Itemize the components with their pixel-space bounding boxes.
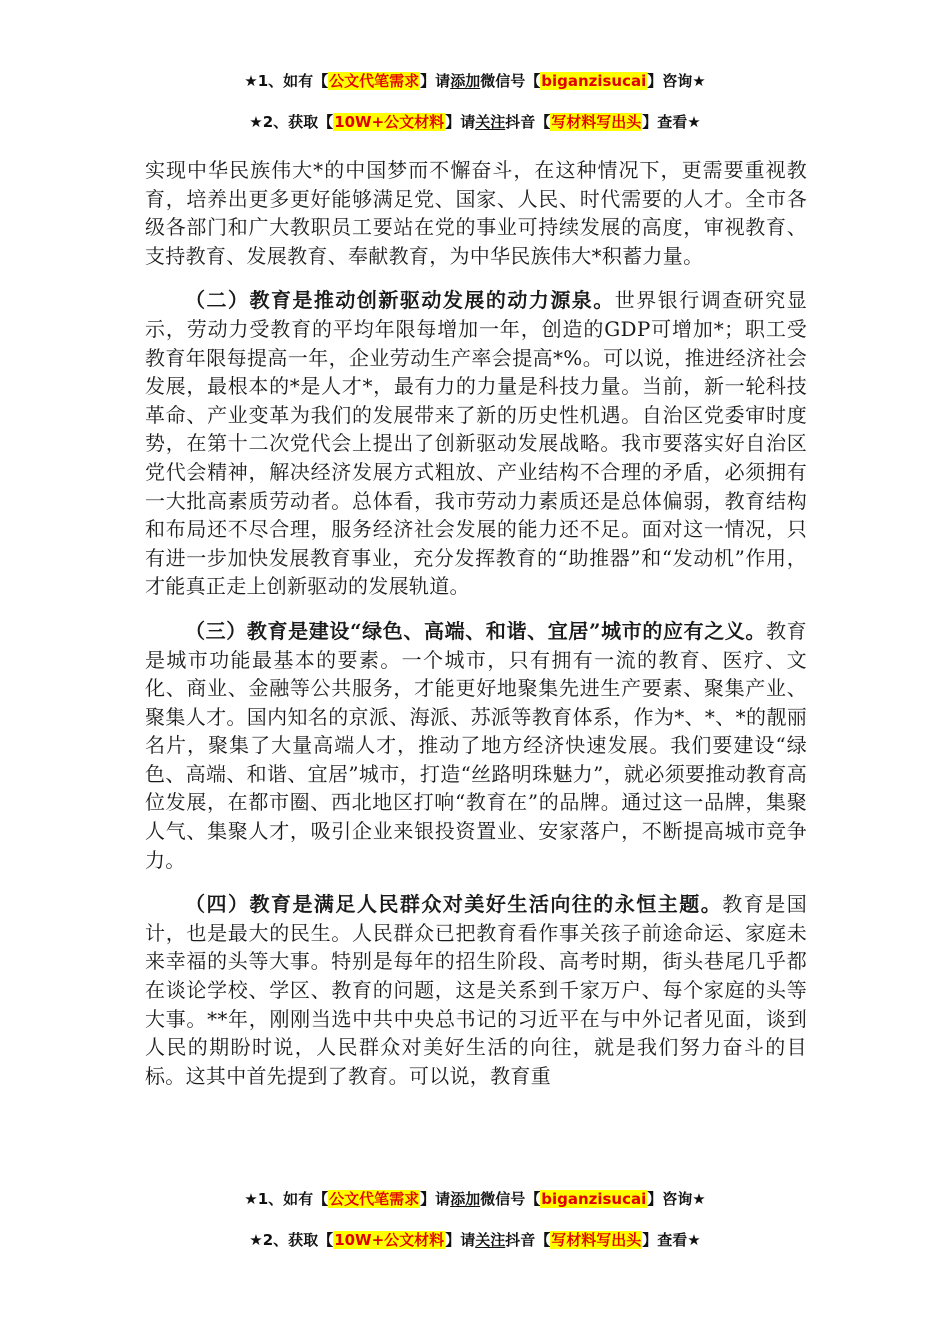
banner-highlight: 写材料写出头 — [551, 1231, 642, 1249]
paragraph-text: 教育是国计，也是最大的民生。人民群众已把教育看作事关孩子前途命运、家庭未来幸福的头等大事。特别是每年的招生阶段、高考时期，街头巷尾几乎都在谈论学校、学区、教育的问题，这是关系到千家万户、每个家庭的头等大事。**年，刚刚当选中共中央总书记的习近平在与中外记者见面，谈到人民的期盼时说，人民群众对美好生活的向往，就是我们努力奋斗的目标。这其中首先提到了教育。可以说，教育重 — [145, 892, 808, 1088]
banner-text: 抖音【 — [505, 113, 551, 131]
banner-text: 】查看★ — [642, 113, 701, 131]
banner-text: 微信号【 — [480, 1190, 541, 1208]
footer-banner-2 — [0, 1229, 950, 1250]
banner-highlight: 写材料写出头 — [551, 113, 642, 131]
banner-underline: 添加 — [450, 72, 481, 90]
paragraph-heading: （三）教育是建设“绿色、高端、和谐、宜居”城市的应有之义。 — [185, 618, 767, 643]
document-body — [145, 156, 807, 1106]
banner-highlight: biganzisucai — [541, 1190, 647, 1208]
banner-text: 微信号【 — [480, 72, 541, 90]
banner-text: 】查看★ — [642, 1231, 701, 1249]
footer-banner-1 — [0, 1188, 950, 1209]
banner-text: ★1、如有【 — [244, 72, 329, 90]
paragraph-1 — [145, 156, 807, 270]
banner-text: 抖音【 — [505, 1231, 551, 1249]
banner-text: 】请 — [420, 1190, 451, 1208]
banner-highlight: 10W+公文材料 — [334, 1231, 445, 1249]
header-banner-2 — [0, 111, 950, 132]
paragraph-4 — [145, 890, 807, 1090]
banner-text: ★2、获取【 — [249, 113, 334, 131]
paragraph-text: 世界银行调查研究显示，劳动力受教育的平均年限每增加一年，创造的GDP可增加*；职工受教育年限每提高一年，企业劳动生产率会提高*%。可以说，推进经济社会发展，最根本的*是人才*，最有力的力量是科技力量。当前，新一轮科技革命、产业变革为我们的发展带来了新的历史性机遇。自治区党委审时度势，在第十二次党代会上提出了创新驱动发展战略。我市要落实好自治区党代会精神，解决经济发展方式粗放、产业结构不合理的矛盾，必须拥有一大批高素质劳动者。总体看，我市劳动力素质还是总体偏弱，教育结构和布局还不尽合理，服务经济社会发展的能力还不足。面对这一情况，只有进一步加快发展教育事业，充分发挥教育的“助推器”和“发动机”作用，才能真正走上创新驱动的发展轨道。 — [145, 288, 808, 599]
banner-text: 】请 — [420, 72, 451, 90]
banner-underline: 关注 — [475, 1231, 506, 1249]
banner-text: 】请 — [445, 113, 476, 131]
paragraph-heading: （四）教育是满足人民群众对美好生活向往的永恒主题。 — [185, 892, 723, 917]
banner-underline: 添加 — [450, 1190, 481, 1208]
banner-text: 】请 — [445, 1231, 476, 1249]
paragraph-text: 实现中华民族伟大*的中国梦而不懈奋斗，在这种情况下，更需要重视教育，培养出更多更好能够满足党、国家、人民、时代需要的人才。全市各级各部门和广大教职员工要站在党的事业可持续发展的高度，审视教育、支持教育、发展教育、奉献教育，为中华民族伟大*积蓄力量。 — [145, 158, 807, 268]
paragraph-3 — [145, 617, 807, 874]
banner-text: ★1、如有【 — [244, 1190, 329, 1208]
paragraph-heading: （二）教育是推动创新驱动发展的动力源泉。 — [185, 288, 615, 313]
banner-text: ★2、获取【 — [249, 1231, 334, 1249]
banner-highlight: 公文代笔需求 — [329, 1190, 420, 1208]
paragraph-2 — [145, 286, 807, 601]
header-banner-1 — [0, 70, 950, 91]
paragraph-text: 教育是城市功能最基本的要素。一个城市，只有拥有一流的教育、医疗、文化、商业、金融等公共服务，才能更好地聚集先进生产要素、聚集产业、聚集人才。国内知名的京派、海派、苏派等教育体系，作为*、*、*的靓丽名片，聚集了大量高端人才，推动了地方经济快速发展。我们要建设“绿色、高端、和谐、宜居”城市，打造“丝路明珠魅力”，就必须要推动教育高位发展，在都市圈、西北地区打响“教育在”的品牌。通过这一品牌，集聚人气、集聚人才，吸引企业来银投资置业、安家落户，不断提高城市竞争力。 — [145, 618, 807, 872]
banner-highlight: 10W+公文材料 — [334, 113, 445, 131]
banner-underline: 关注 — [475, 113, 506, 131]
banner-text: 】咨询★ — [647, 1190, 706, 1208]
banner-text: 】咨询★ — [647, 72, 706, 90]
banner-highlight: 公文代笔需求 — [329, 72, 420, 90]
banner-highlight: biganzisucai — [541, 72, 647, 90]
